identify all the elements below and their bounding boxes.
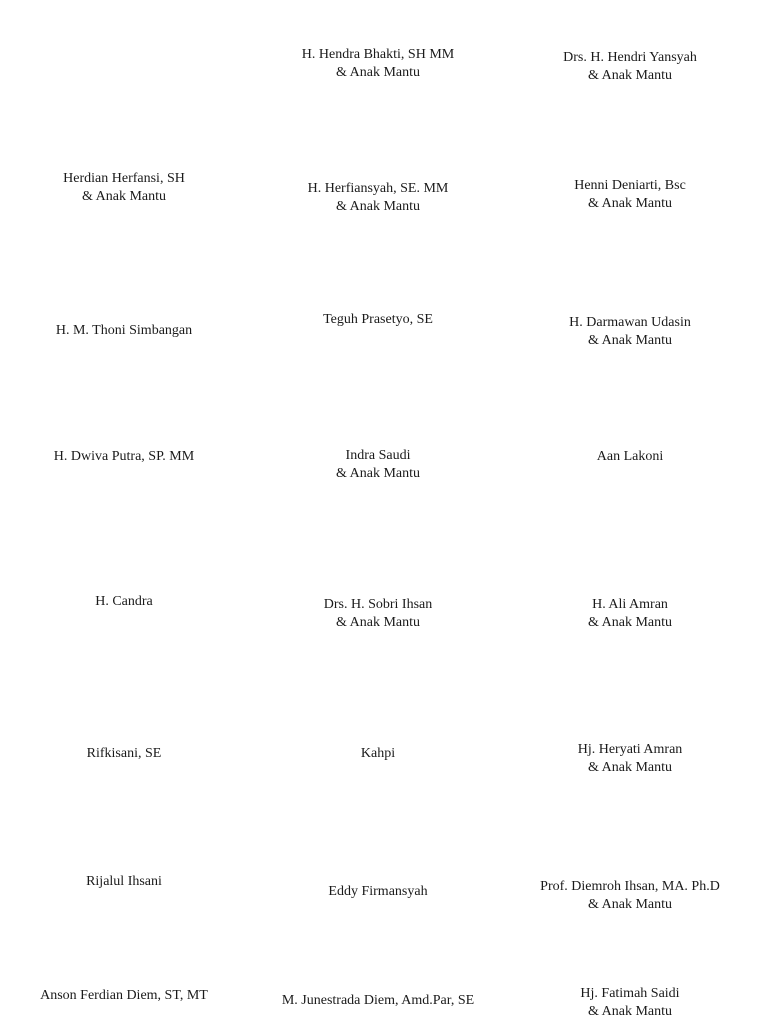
name-entry bbox=[253, 447, 503, 482]
entry-subtitle: & Anak Mantu bbox=[588, 1003, 672, 1019]
entry-name: H. Dwiva Putra, SP. MM bbox=[53, 449, 195, 464]
entry-name: H. Darmawan Udasin bbox=[569, 315, 691, 330]
entry-subtitle: & Anak Mantu bbox=[588, 67, 672, 83]
entry-name: M. Junestrada Diem, Amd.Par, SE bbox=[281, 993, 475, 1008]
entry-name: Drs. H. Hendri Yansyah bbox=[563, 50, 697, 65]
entry-name: Indra Saudi bbox=[345, 448, 411, 463]
entry-name: Teguh Prasetyo, SE bbox=[323, 312, 433, 327]
entry-name: Aan Lakoni bbox=[596, 449, 664, 464]
entry-subtitle: & Anak Mantu bbox=[336, 64, 420, 80]
name-entry bbox=[253, 46, 503, 81]
entry-name: Eddy Firmansyah bbox=[328, 884, 428, 899]
name-entry bbox=[505, 448, 755, 466]
entry-name: Anson Ferdian Diem, ST, MT bbox=[40, 988, 208, 1003]
name-entry bbox=[0, 873, 249, 891]
entry-subtitle: & Anak Mantu bbox=[588, 195, 672, 211]
entry-subtitle: & Anak Mantu bbox=[588, 759, 672, 775]
name-entry bbox=[505, 596, 755, 631]
name-entry bbox=[505, 49, 755, 84]
name-entry bbox=[505, 985, 755, 1020]
entry-name: Kahpi bbox=[360, 746, 396, 761]
name-entry bbox=[0, 448, 249, 466]
name-entry bbox=[0, 593, 249, 611]
entry-name: Drs. H. Sobri Ihsan bbox=[323, 597, 433, 612]
entry-name: Henni Deniarti, Bsc bbox=[574, 178, 686, 193]
name-entry bbox=[0, 170, 249, 205]
entry-subtitle: & Anak Mantu bbox=[336, 465, 420, 481]
name-entry bbox=[505, 741, 755, 776]
entry-name: H. Candra bbox=[95, 594, 153, 609]
entry-name: H. M. Thoni Simbangan bbox=[55, 323, 193, 338]
name-entry bbox=[253, 992, 503, 1010]
entry-name: Hj. Heryati Amran bbox=[577, 742, 683, 757]
entry-name: Rijalul Ihsani bbox=[86, 874, 162, 889]
name-entry bbox=[0, 322, 249, 340]
name-entry bbox=[253, 596, 503, 631]
name-entry bbox=[0, 987, 249, 1005]
entry-name: Hj. Fatimah Saidi bbox=[580, 986, 680, 1001]
name-entry bbox=[505, 314, 755, 349]
name-entry bbox=[253, 883, 503, 901]
name-entry bbox=[505, 177, 755, 212]
entry-subtitle: & Anak Mantu bbox=[336, 198, 420, 214]
name-entry bbox=[505, 878, 755, 913]
name-entry bbox=[253, 745, 503, 763]
name-entry bbox=[253, 180, 503, 215]
entry-subtitle: & Anak Mantu bbox=[588, 332, 672, 348]
entry-subtitle: & Anak Mantu bbox=[588, 896, 672, 912]
entry-name: H. Herfiansyah, SE. MM bbox=[307, 181, 449, 196]
entry-name: Rifkisani, SE bbox=[86, 746, 162, 761]
entry-name: Prof. Diemroh Ihsan, MA. Ph.D bbox=[540, 879, 720, 894]
entry-name: H. Ali Amran bbox=[592, 597, 668, 612]
entry-name: Herdian Herfansi, SH bbox=[63, 171, 185, 186]
entry-name: H. Hendra Bhakti, SH MM bbox=[301, 47, 455, 62]
name-entry bbox=[253, 311, 503, 329]
entry-subtitle: & Anak Mantu bbox=[588, 614, 672, 630]
entry-subtitle: & Anak Mantu bbox=[336, 614, 420, 630]
entry-subtitle: & Anak Mantu bbox=[82, 188, 166, 204]
name-entry bbox=[0, 745, 249, 763]
